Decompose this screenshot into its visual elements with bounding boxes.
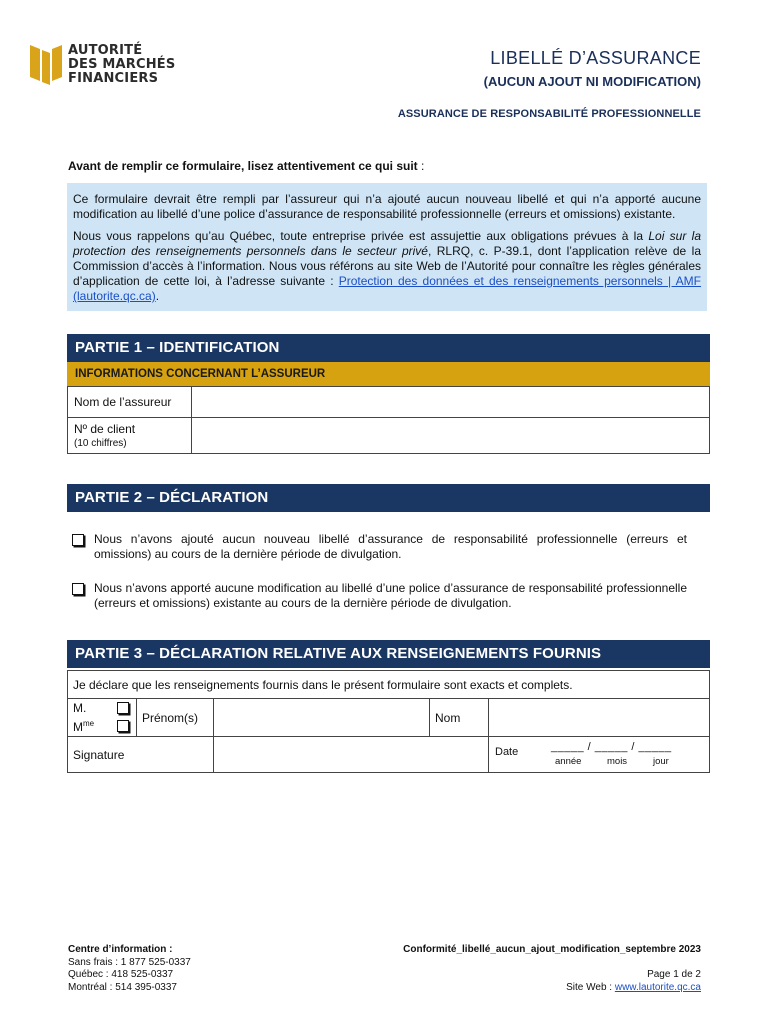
title-mrs-base: M [73, 720, 83, 734]
amf-logo [30, 44, 175, 86]
phone-quebec: Québec : 418 525-0337 [68, 969, 174, 980]
title-mrs-label [73, 716, 94, 735]
form-subtitle: (AUCUN AJOUT NI MODIFICATION) [483, 74, 701, 89]
website-link[interactable]: www.lautorite.qc.ca [614, 981, 701, 993]
firstname-field[interactable] [214, 699, 430, 737]
insurer-info-subheader: INFORMATIONS CONCERNANT L’ASSUREUR [67, 362, 710, 386]
signature-table [67, 670, 710, 773]
title-cell [68, 699, 137, 737]
date-blank-line: _____ / _____ / _____ [551, 740, 672, 753]
instructions-box [67, 183, 707, 311]
lastname-field[interactable] [489, 699, 710, 737]
title-mrs-checkbox[interactable] [117, 720, 129, 732]
privacy-law-name: Loi sur la protection des renseignements personnels dans le secteur privé [73, 229, 701, 258]
client-number-cell [68, 418, 192, 454]
title-mr-label: M. [73, 701, 87, 715]
form-category: ASSURANCE DE RESPONSABILITÉ PROFESSIONNELLE [397, 108, 701, 120]
accuracy-statement: Je déclare que les renseignements fournis dans le présent formulaire sont exacts et complets. [68, 671, 710, 699]
declaration-item-1 [72, 532, 687, 562]
client-number-note: (10 chiffres) [74, 438, 127, 449]
logo-line-1: AUTORITÉ [68, 43, 143, 58]
declaration-2-checkbox[interactable] [72, 583, 84, 595]
instructions-paragraph-2 [73, 229, 701, 304]
firstname-label: Prénom(s) [137, 699, 214, 737]
date-year-label: année [555, 755, 582, 767]
declaration-2-text: Nous n’avons apporté aucune modification au libellé d’une police d’assurance de responsabilité professionnelle (erreurs et omissions) existante au cours de la dernière période de divulgation. [94, 581, 687, 610]
identification-table [67, 386, 710, 454]
phone-tollfree: Sans frais : 1 877 525-0337 [68, 956, 191, 968]
declaration-item-2 [72, 581, 687, 611]
privacy-text-end: . [155, 289, 160, 303]
phone-montreal: Montréal : 514 395-0337 [68, 981, 177, 993]
website-line [403, 982, 701, 995]
logo-line-2: DES MARCHÉS [68, 57, 176, 72]
footer-contact [68, 944, 191, 994]
intro-heading-colon: : [417, 159, 425, 173]
info-centre-title: Centre d’information : [68, 944, 173, 955]
part1-header: PARTIE 1 – IDENTIFICATION [67, 334, 710, 362]
signature-label: Signature [68, 737, 214, 773]
lastname-label: Nom [430, 699, 489, 737]
declaration-1-checkbox[interactable] [72, 534, 84, 546]
website-prefix: Site Web : [566, 981, 615, 993]
insurer-name-field[interactable] [192, 387, 710, 418]
title-mr-checkbox[interactable] [117, 702, 129, 714]
form-title-block [398, 48, 701, 120]
part3-header: PARTIE 3 – DÉCLARATION RELATIVE AUX RENSEIGNEMENTS FOURNIS [67, 640, 710, 668]
logo-wordmark [68, 44, 175, 86]
date-label: Date [495, 745, 519, 758]
part2-header: PARTIE 2 – DÉCLARATION [67, 484, 710, 512]
instructions-paragraph-1: Ce formulaire devrait être rempli par l’assureur qui n’a ajouté aucun nouveau libellé et qui n’a apporté aucune modification au libellé d’une police d’assurance de responsabilité professionnelle (erreurs et omissions) existante. [73, 192, 701, 221]
declaration-1-text: Nous n’avons ajouté aucun nouveau libellé d’assurance de responsabilité professionnelle (erreurs et omissions) au cours de la dernière période de divulgation. [94, 532, 687, 561]
logo-line-3: FINANCIERS [68, 71, 159, 86]
date-day-label: jour [653, 755, 669, 767]
date-month-label: mois [607, 755, 628, 767]
signature-field[interactable] [214, 737, 489, 773]
client-number-field[interactable] [192, 418, 710, 454]
privacy-text-a: Nous vous rappelons qu’au Québec, toute entreprise privée est assujettie aux obligations prévues à la [73, 229, 649, 243]
privacy-link[interactable]: Protection des données et des renseignements personnels | AMF (lautorite.qc.ca) [73, 274, 701, 303]
form-identifier: Conformité_libellé_aucun_ajout_modification_septembre 2023 [403, 944, 701, 955]
intro-heading-text: Avant de remplir ce formulaire, lisez attentivement ce qui suit [68, 159, 418, 173]
amf-logo-icon [30, 45, 62, 85]
insurer-name-label: Nom de l’assureur [68, 387, 192, 418]
client-number-label: Nº de client [74, 422, 136, 436]
footer-meta [403, 944, 701, 994]
privacy-text-b: , RLRQ, c. P-39.1, dont l’application relève de la Commission d’accès à l’information. Nous vous référons au site Web de l’Autorité pour connaître les règles générales d’application de cette loi, à l’adresse suivante : [73, 244, 701, 288]
date-cell[interactable] [489, 737, 710, 773]
intro-heading [68, 159, 424, 173]
page-number: Page 1 de 2 [647, 969, 701, 980]
title-mrs-sup: me [83, 719, 95, 728]
date-unit-labels [551, 756, 669, 767]
form-title: LIBELLÉ D’ASSURANCE [490, 48, 701, 68]
